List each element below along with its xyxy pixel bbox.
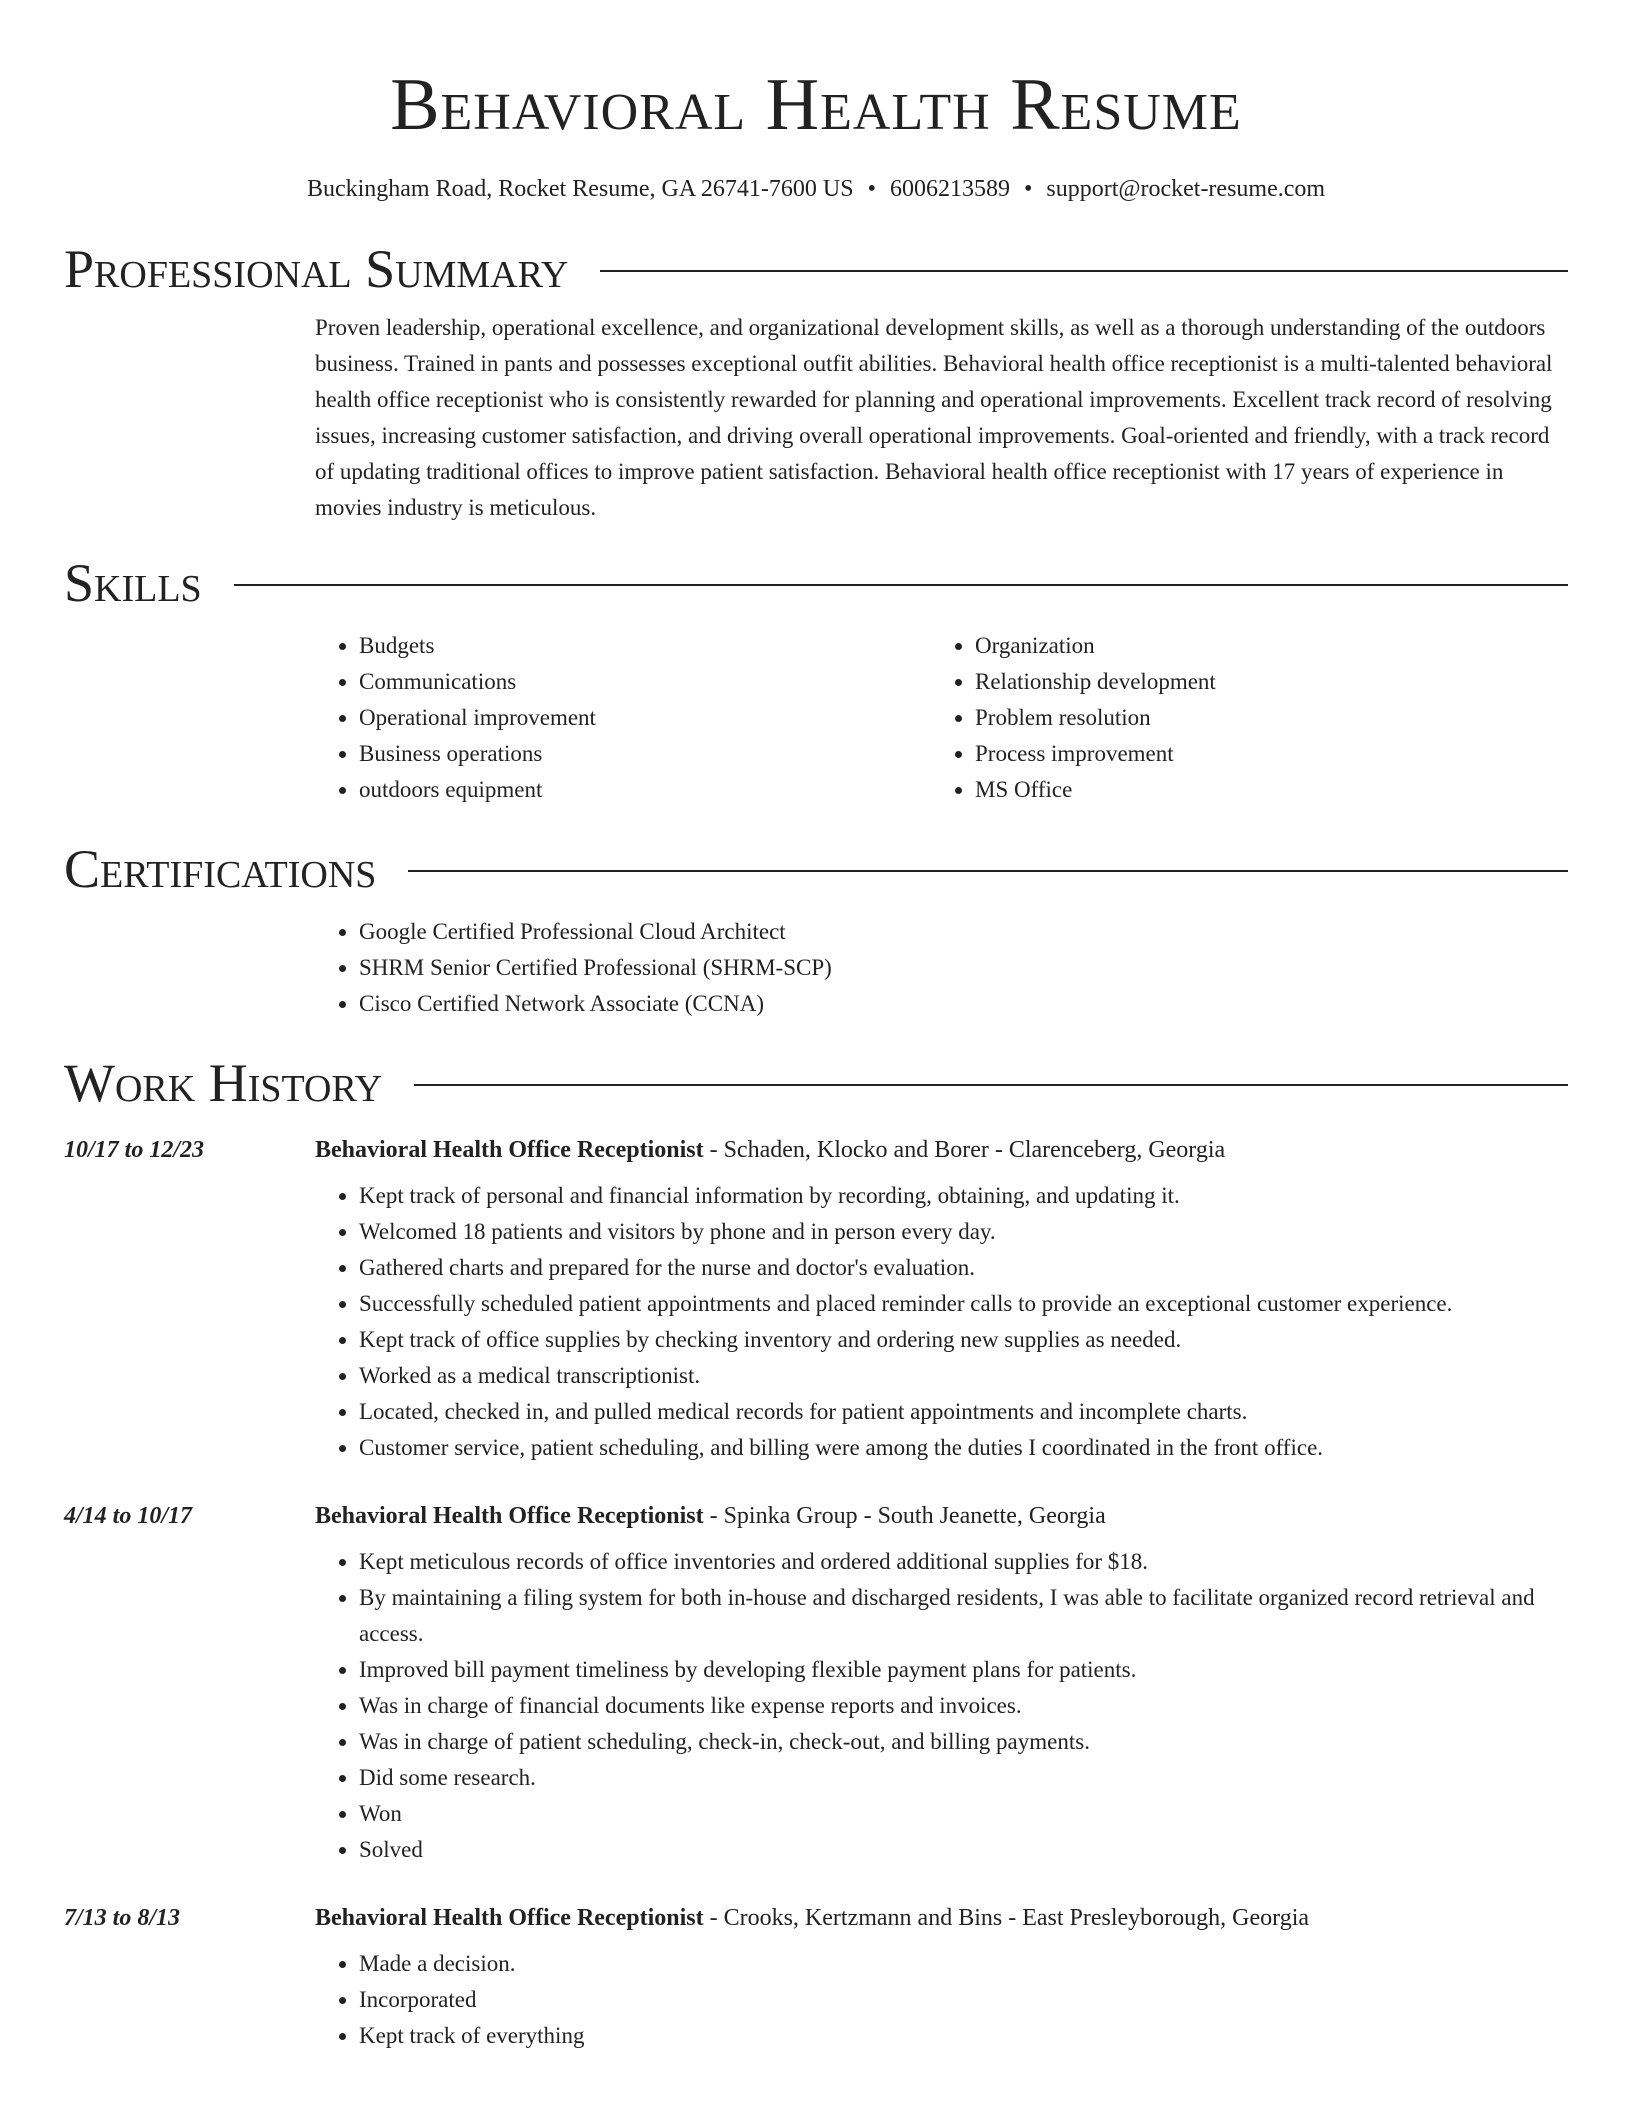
- certifications-list: [315, 914, 1568, 1022]
- job-bullet-list: [315, 1178, 1568, 1466]
- skills-heading: [64, 548, 1568, 618]
- job-bullets: [315, 1946, 1568, 2054]
- contact-phone: 6006213589: [889, 176, 1010, 202]
- skill-item: • Communications: [359, 664, 931, 700]
- job-bullet: • Kept track of everything: [359, 2018, 1568, 2054]
- skills-list-left: [315, 628, 931, 808]
- work-section: [64, 1048, 1568, 2054]
- job-bullet: • Won: [359, 1796, 1568, 1832]
- job-bullet: • Did some research.: [359, 1760, 1568, 1796]
- skill-item: • outdoors equipment: [359, 772, 931, 808]
- skill-item: • Process improvement: [975, 736, 1547, 772]
- job-bullets: [315, 1178, 1568, 1466]
- job-bullet: • Made a decision.: [359, 1946, 1568, 1982]
- summary-heading: [64, 234, 1568, 304]
- job-heading: [315, 1498, 1106, 1534]
- skill-item: • Problem resolution: [975, 700, 1547, 736]
- work-jobs: [64, 1118, 1568, 2054]
- certification-item: • Google Certified Professional Cloud Architect: [359, 914, 1568, 950]
- skill-item: • Budgets: [359, 628, 931, 664]
- section-divider: [600, 270, 1568, 272]
- work-title: Work History: [64, 1053, 383, 1113]
- section-divider: [408, 870, 1568, 872]
- summary-text: Proven leadership, operational excellence, and organizational development skills, as well as a thorough understanding of the outdoors business. Trained in pants and possesses exceptional outfit abilities. Behavioral health office receptionist is a multi-talented behavioral health office receptionist who is consistently rewarded for planning and operational improvements. Excellent track record of resolving issues, increasing customer satisfaction, and driving overall operational improvements. Goal-oriented and friendly, with a track record of updating traditional offices to improve patient satisfaction. Behavioral health office receptionist with 17 years of experience in movies industry is meticulous.: [315, 315, 1553, 520]
- job-header-row: [64, 1900, 1568, 1936]
- job-bullets: [315, 1544, 1568, 1868]
- contact-separator: •: [867, 176, 876, 202]
- job-bullet: • Kept track of personal and financial information by recording, obtaining, and updating it.: [359, 1178, 1568, 1214]
- contact-email: support@rocket-resume.com: [1046, 176, 1326, 202]
- job-bullet: • By maintaining a filing system for both in-house and discharged residents, I was able to facilitate organized record retrieval and access.: [359, 1580, 1568, 1652]
- job-entry: [64, 1132, 1568, 1466]
- skill-item: • Operational improvement: [359, 700, 931, 736]
- job-title: Behavioral Health Office Receptionist: [315, 1503, 704, 1529]
- job-company-location: - Crooks, Kertzmann and Bins - East Presleyborough, Georgia: [703, 1905, 1310, 1931]
- job-bullet-list: [315, 1544, 1568, 1868]
- work-heading: [64, 1048, 1568, 1118]
- job-dates: 10/17 to 12/23: [64, 1137, 205, 1163]
- job-header-row: [64, 1132, 1568, 1168]
- certifications-heading: [64, 834, 1568, 904]
- certification-item: • SHRM Senior Certified Professional (SHRM-SCP): [359, 950, 1568, 986]
- job-entry: [64, 1498, 1568, 1868]
- skill-item: • Organization: [975, 628, 1547, 664]
- job-heading: [315, 1900, 1309, 1936]
- skills-title: Skills: [64, 553, 202, 613]
- summary-body: [315, 304, 1568, 526]
- job-bullet: • Improved bill payment timeliness by developing flexible payment plans for patients.: [359, 1652, 1568, 1688]
- job-heading: [315, 1132, 1225, 1168]
- job-bullet: • Customer service, patient scheduling, and billing were among the duties I coordinated in the front office.: [359, 1430, 1568, 1466]
- skills-grid: [315, 618, 1568, 808]
- job-bullet: • Welcomed 18 patients and visitors by phone and in person every day.: [359, 1214, 1568, 1250]
- job-bullet: • Worked as a medical transcriptionist.: [359, 1358, 1568, 1394]
- job-bullet: • Kept meticulous records of office inventories and ordered additional supplies for $18.: [359, 1544, 1568, 1580]
- certifications-body: [315, 904, 1568, 1022]
- job-entry: [64, 1900, 1568, 2054]
- job-bullet: • Was in charge of financial documents like expense reports and invoices.: [359, 1688, 1568, 1724]
- certifications-section: [64, 834, 1568, 1022]
- contact-separator: •: [1023, 176, 1033, 202]
- job-header-row: [64, 1498, 1568, 1534]
- summary-title: Professional Summary: [64, 239, 569, 299]
- resume-page: [64, 0, 1568, 2054]
- job-bullet: • Incorporated: [359, 1982, 1568, 2018]
- job-bullet: • Located, checked in, and pulled medical records for patient appointments and incomplete charts.: [359, 1394, 1568, 1430]
- section-divider: [414, 1084, 1568, 1086]
- job-dates: 4/14 to 10/17: [64, 1503, 193, 1529]
- skills-list-right: [931, 628, 1547, 808]
- resume-name: Behavioral Health Resume: [390, 64, 1242, 146]
- job-bullet: • Successfully scheduled patient appointments and placed reminder calls to provide an exceptional customer experience.: [359, 1286, 1568, 1322]
- skills-column-left: [315, 628, 931, 808]
- job-bullet: • Gathered charts and prepared for the nurse and doctor's evaluation.: [359, 1250, 1568, 1286]
- skill-item: • Business operations: [359, 736, 931, 772]
- certification-item: • Cisco Certified Network Associate (CCNA): [359, 986, 1568, 1022]
- job-bullet: • Kept track of office supplies by checking inventory and ordering new supplies as needed.: [359, 1322, 1568, 1358]
- contact-line: [64, 172, 1568, 206]
- job-bullet: • Solved: [359, 1832, 1568, 1868]
- job-bullet-list: [315, 1946, 1568, 2054]
- job-bullet: • Was in charge of patient scheduling, check-in, check-out, and billing payments.: [359, 1724, 1568, 1760]
- job-company-location: - Spinka Group - South Jeanette, Georgia: [703, 1503, 1106, 1529]
- contact-address: Buckingham Road, Rocket Resume, GA 26741-7600 US: [306, 176, 854, 202]
- skill-item: • MS Office: [975, 772, 1547, 808]
- job-dates: 7/13 to 8/13: [64, 1905, 181, 1931]
- skills-section: [64, 548, 1568, 808]
- job-title: Behavioral Health Office Receptionist: [315, 1137, 704, 1163]
- summary-section: [64, 234, 1568, 526]
- section-divider: [234, 584, 1568, 586]
- skills-column-right: [931, 628, 1547, 808]
- skill-item: • Relationship development: [975, 664, 1547, 700]
- job-title: Behavioral Health Office Receptionist: [315, 1905, 704, 1931]
- job-company-location: - Schaden, Klocko and Borer - Clarenceberg, Georgia: [703, 1137, 1226, 1163]
- certifications-title: Certifications: [64, 839, 377, 899]
